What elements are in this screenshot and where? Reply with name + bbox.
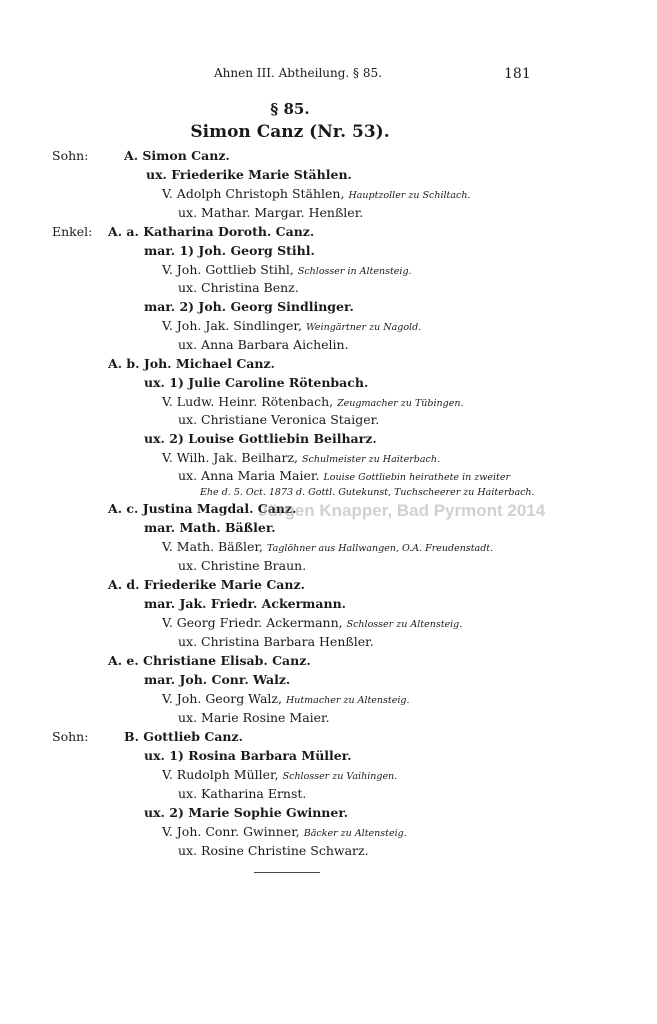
entry-line: mar. Jak. Friedr. Ackermann. [144, 596, 347, 611]
page-number: 181 [504, 66, 531, 82]
entry-line: V. Wilh. Jak. Beilharz, Schulmeister zu Haiterbach. [162, 450, 440, 465]
entry-line: A. e. Christiane Elisab. Canz. [108, 653, 311, 668]
entry-line: V. Ludw. Heinr. Rötenbach, Zeugmacher zu Tübingen. [162, 394, 464, 409]
entry-line: ux. Christiane Veronica Staiger. [178, 412, 380, 427]
entry-line: V. Joh. Conr. Gwinner, Bäcker zu Altensteig. [162, 824, 407, 839]
running-header: Ahnen III. Abtheilung. § 85. [214, 66, 382, 80]
entry-line: ux. 2) Marie Sophie Gwinner. [144, 805, 349, 820]
entry-line: A. Simon Canz. [124, 148, 230, 163]
entry-line: V. Joh. Georg Walz, Hutmacher zu Altensteig. [162, 691, 410, 706]
relation-label-son: Sohn: [52, 729, 89, 744]
entry-line: V. Math. Bäßler, Taglöhner aus Hallwangen, O.A. Freudenstadt. [162, 539, 494, 554]
entry-line: ux. 1) Rosina Barbara Müller. [144, 748, 352, 763]
section-number: § 85. [270, 100, 310, 118]
closing-rule [254, 872, 320, 873]
entry-line: ux. Mathar. Margar. Henßler. [178, 205, 364, 220]
entry-line: mar. 2) Joh. Georg Sindlinger. [144, 299, 354, 314]
entry-line: ux. Christina Benz. [178, 280, 299, 295]
entry-line: mar. Math. Bäßler. [144, 520, 276, 535]
entry-line: A. a. Katharina Doroth. Canz. [108, 224, 315, 239]
entry-line: V. Rudolph Müller, Schlosser zu Vaihingen. [162, 767, 398, 782]
entry-line: ux. Katharina Ernst. [178, 786, 307, 801]
entry-line: ux. Christine Braun. [178, 558, 307, 573]
entry-line: V. Adolph Christoph Stählen, Hauptzoller zu Schiltach. [162, 186, 471, 201]
entry-line: A. c. Justina Magdal. Canz. [108, 501, 297, 516]
entry-line: ux. Marie Rosine Maier. [178, 710, 330, 725]
entry-line: ux. Anna Maria Maier. Louise Gottliebin heirathete in zweiter [178, 468, 511, 483]
entry-line: ux. Friederike Marie Stählen. [146, 167, 352, 182]
entry-line: B. Gottlieb Canz. [124, 729, 243, 744]
entry-line: ux. 1) Julie Caroline Rötenbach. [144, 375, 369, 390]
entry-line: V. Joh. Jak. Sindlinger, Weingärtner zu Nagold. [162, 318, 422, 333]
entry-line: A. b. Joh. Michael Canz. [108, 356, 275, 371]
section-title: Simon Canz (Nr. 53). [190, 122, 390, 142]
relation-label-son: Sohn: [52, 148, 89, 163]
entry-line: mar. 1) Joh. Georg Stihl. [144, 243, 315, 258]
relation-label-grandchild: Enkel: [52, 224, 93, 239]
entry-line: ux. Rosine Christine Schwarz. [178, 843, 369, 858]
entry-line: A. d. Friederike Marie Canz. [108, 577, 305, 592]
footnote-line: Ehe d. 5. Oct. 1873 d. Gottl. Gutekunst, Tuchscheerer zu Haiterbach. [200, 487, 535, 498]
entry-line: ux. 2) Louise Gottliebin Beilharz. [144, 431, 377, 446]
entry-line: V. Joh. Gottlieb Stihl, Schlosser in Altensteig. [162, 262, 412, 277]
entry-line: ux. Anna Barbara Aichelin. [178, 337, 349, 352]
watermark: Jürgen Knapper, Bad Pyrmont 2014 [258, 501, 546, 520]
entry-line: V. Georg Friedr. Ackermann, Schlosser zu Altensteig. [162, 615, 463, 630]
entry-line: mar. Joh. Conr. Walz. [144, 672, 291, 687]
entry-line: ux. Christina Barbara Henßler. [178, 634, 374, 649]
